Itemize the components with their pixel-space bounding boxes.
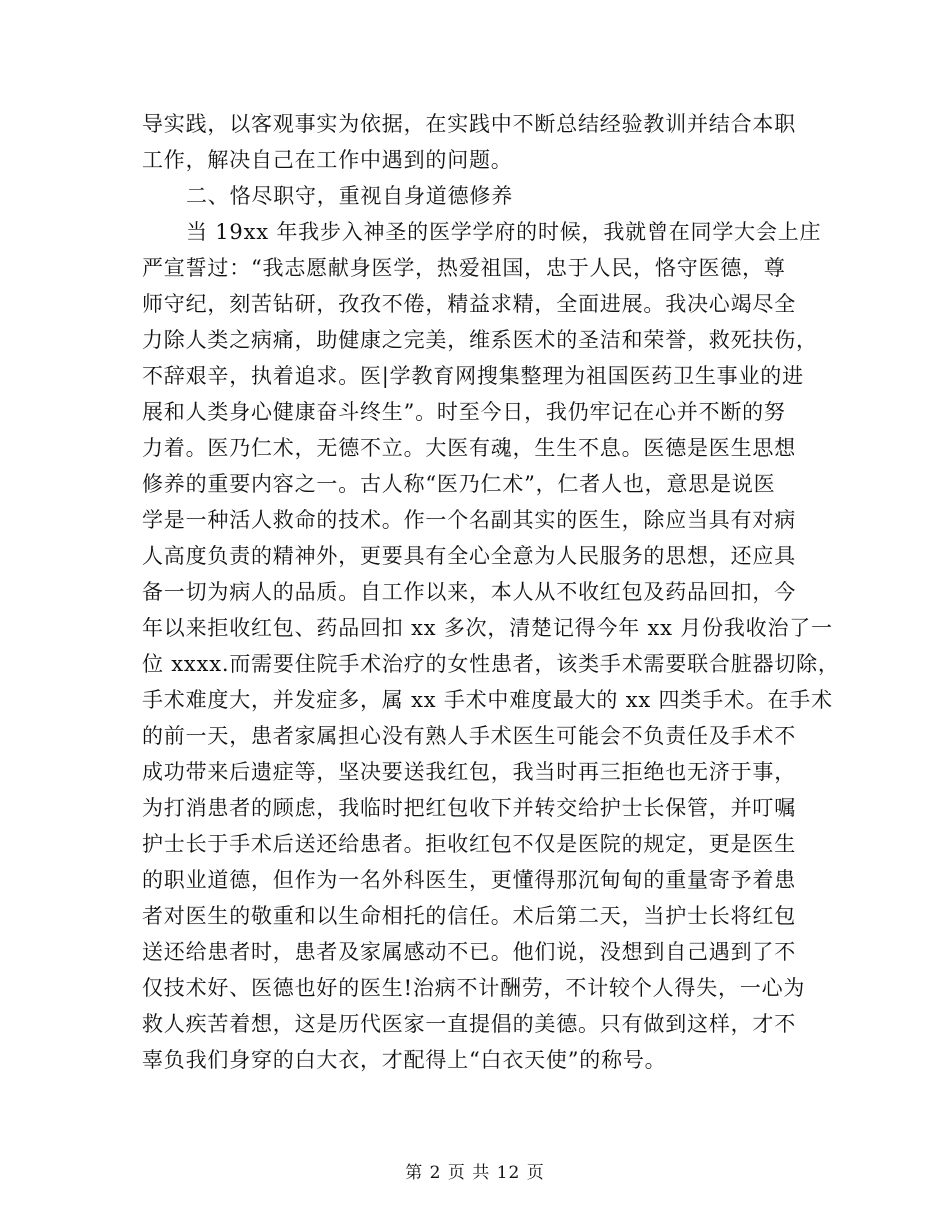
text-line: 成功带来后遗症等，坚决要送我红包，我当时再三拒绝也无济于事， <box>142 760 796 784</box>
paragraph-start-line: 当 19xx 年我步入神圣的医学学府的时候，我就曾在同学大会上庄 <box>186 220 822 244</box>
text-line: 导实践，以客观事实为依据，在实践中不断总结经验教训并结合本职 <box>142 112 796 136</box>
section-heading: 二、恪尽职守，重视自身道德修养 <box>186 184 513 208</box>
text-line: 救人疾苦着想，这是历代医家一直提倡的美德。只有做到这样，才不 <box>142 1012 796 1036</box>
text-line: 严宣誓过：“我志愿献身医学，热爱祖国，忠于人民，恪守医德，尊 <box>142 256 786 280</box>
text-line: 的前一天，患者家属担心没有熟人手术医生可能会不负责任及手术不 <box>142 724 796 748</box>
page-number-footer: 第 2 页 共 12 页 <box>405 1163 545 1183</box>
text-line: 护士长于手术后送还给患者。拒收红包不仅是医院的规定，更是医生 <box>142 832 796 856</box>
text-line: 力除人类之病痛，助健康之完美，维系医术的圣洁和荣誉，救死扶伤， <box>142 328 818 352</box>
text-line: 辜负我们身穿的白大衣，才配得上“白衣天使”的称号。 <box>142 1048 667 1072</box>
text-line: 位 xxxx.而需要住院手术治疗的女性患者，该类手术需要联合脏器切除， <box>142 652 840 676</box>
text-line: 者对医生的敬重和以生命相托的信任。术后第二天，当护士长将红包 <box>142 904 796 928</box>
text-line: 力着。医乃仁术，无德不立。大医有魂，生生不息。医德是医生思想 <box>142 436 796 460</box>
text-line: 年以来拒收红包、药品回扣 xx 多次，清楚记得今年 xx 月份我收治了一 <box>142 616 833 640</box>
text-line: 展和人类身心健康奋斗终生”。时至今日，我仍牢记在心并不断的努 <box>142 400 786 424</box>
text-line: 不辞艰辛，执着追求。医|学教育网搜集整理为祖国医药卫生事业的进 <box>142 364 804 388</box>
text-line: 备一切为病人的品质。自工作以来，本人从不收红包及药品回扣，今 <box>142 580 796 604</box>
text-line: 人高度负责的精神外，更要具有全心全意为人民服务的思想，还应具 <box>142 544 796 568</box>
text-line: 手术难度大，并发症多，属 xx 手术中难度最大的 xx 四类手术。在手术 <box>142 688 833 712</box>
text-line: 的职业道德，但作为一名外科医生，更懂得那沉甸甸的重量寄予着患 <box>142 868 796 892</box>
text-line: 工作，解决自己在工作中遇到的问题。 <box>142 148 513 172</box>
text-line: 为打消患者的顾虑，我临时把红包收下并转交给护士长保管，并叮嘱 <box>142 796 796 820</box>
text-line: 仅技术好、医德也好的医生!治病不计酬劳，不计较个人得失，一心为 <box>142 976 806 1000</box>
text-line: 送还给患者时，患者及家属感动不已。他们说，没想到自己遇到了不 <box>142 940 796 964</box>
text-line: 师守纪，刻苦钻研，孜孜不倦，精益求精，全面进展。我决心竭尽全 <box>142 292 796 316</box>
text-line: 修养的重要内容之一。古人称“医乃仁术”，仁者人也，意思是说医 <box>142 472 776 496</box>
text-line: 学是一种活人救命的技术。作一个名副其实的医生，除应当具有对病 <box>142 508 796 532</box>
